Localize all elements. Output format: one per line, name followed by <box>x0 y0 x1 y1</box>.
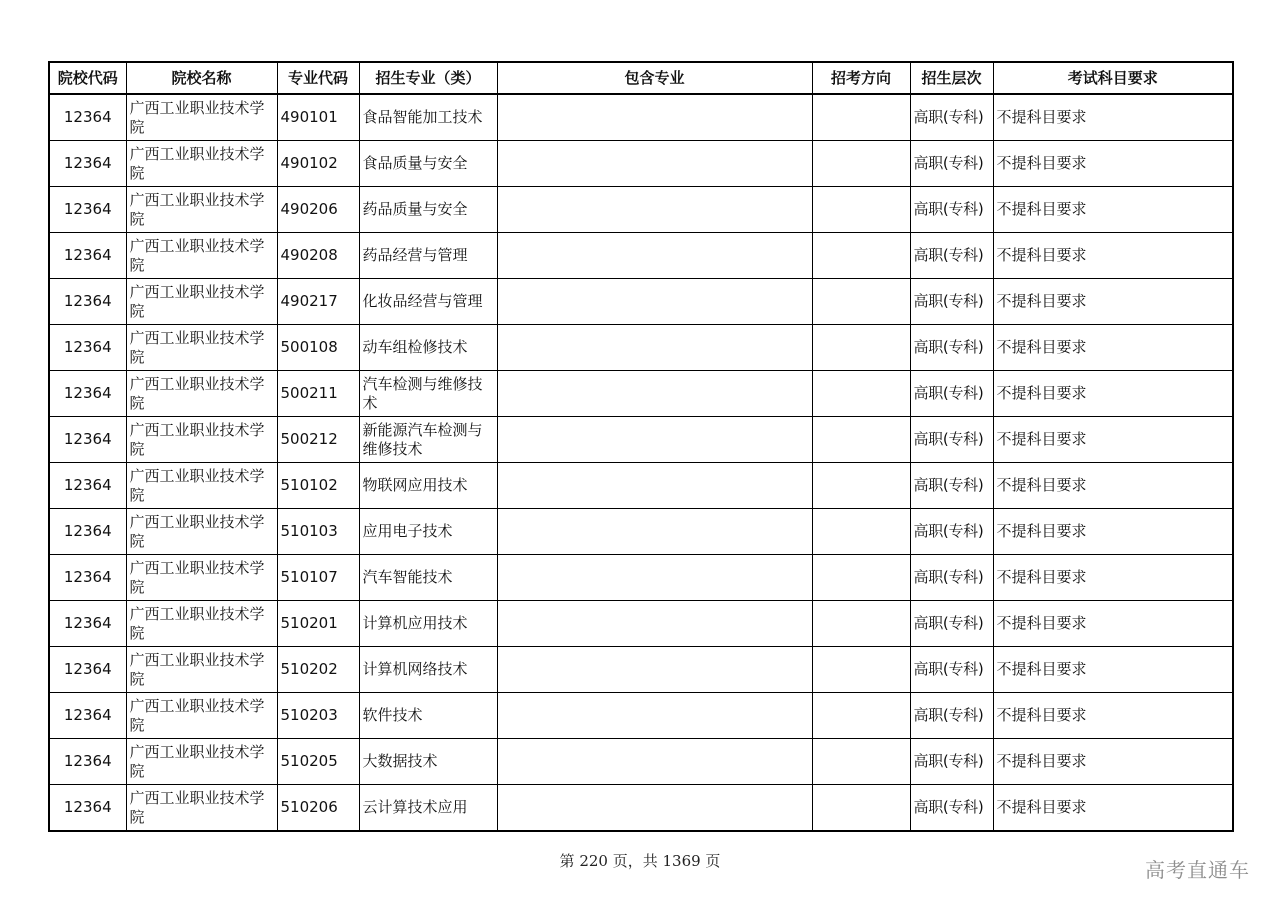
cell-school-name: 广西工业职业技术学院 <box>126 555 277 601</box>
cell-included-majors <box>497 463 812 509</box>
cell-major: 汽车智能技术 <box>359 555 497 601</box>
cell-subject-requirement: 不提科目要求 <box>993 739 1233 785</box>
cell-level: 高职(专科) <box>910 141 993 187</box>
cell-level: 高职(专科) <box>910 279 993 325</box>
cell-school-name: 广西工业职业技术学院 <box>126 463 277 509</box>
cell-school-code: 12364 <box>49 94 126 141</box>
cell-major: 动车组检修技术 <box>359 325 497 371</box>
cell-school-name: 广西工业职业技术学院 <box>126 785 277 832</box>
cell-school-code: 12364 <box>49 647 126 693</box>
cell-school-code: 12364 <box>49 233 126 279</box>
cell-major-code: 510203 <box>277 693 359 739</box>
cell-school-name: 广西工业职业技术学院 <box>126 371 277 417</box>
cell-major-code: 510201 <box>277 601 359 647</box>
cell-major-code: 510206 <box>277 785 359 832</box>
cell-major: 新能源汽车检测与维修技术 <box>359 417 497 463</box>
cell-level: 高职(专科) <box>910 371 993 417</box>
cell-major: 药品经营与管理 <box>359 233 497 279</box>
cell-included-majors <box>497 94 812 141</box>
cell-major-code: 490102 <box>277 141 359 187</box>
table-row <box>49 417 1233 463</box>
cell-school-name: 广西工业职业技术学院 <box>126 141 277 187</box>
cell-level: 高职(专科) <box>910 417 993 463</box>
cell-direction <box>812 233 910 279</box>
table-row <box>49 325 1233 371</box>
cell-included-majors <box>497 279 812 325</box>
cell-school-code: 12364 <box>49 555 126 601</box>
header-included-majors: 包含专业 <box>497 62 812 94</box>
cell-direction <box>812 141 910 187</box>
cell-subject-requirement: 不提科目要求 <box>993 141 1233 187</box>
cell-direction <box>812 739 910 785</box>
cell-major-code: 490217 <box>277 279 359 325</box>
cell-school-code: 12364 <box>49 187 126 233</box>
cell-subject-requirement: 不提科目要求 <box>993 555 1233 601</box>
table-row <box>49 463 1233 509</box>
cell-level: 高职(专科) <box>910 693 993 739</box>
header-school-name: 院校名称 <box>126 62 277 94</box>
cell-direction <box>812 509 910 555</box>
cell-school-name: 广西工业职业技术学院 <box>126 693 277 739</box>
cell-school-name: 广西工业职业技术学院 <box>126 647 277 693</box>
table-body <box>49 94 1233 831</box>
cell-level: 高职(专科) <box>910 325 993 371</box>
cell-school-code: 12364 <box>49 509 126 555</box>
cell-subject-requirement: 不提科目要求 <box>993 601 1233 647</box>
cell-school-name: 广西工业职业技术学院 <box>126 233 277 279</box>
cell-subject-requirement: 不提科目要求 <box>993 233 1233 279</box>
table-row <box>49 555 1233 601</box>
cell-subject-requirement: 不提科目要求 <box>993 187 1233 233</box>
cell-school-code: 12364 <box>49 325 126 371</box>
cell-major-code: 490101 <box>277 94 359 141</box>
cell-subject-requirement: 不提科目要求 <box>993 693 1233 739</box>
cell-subject-requirement: 不提科目要求 <box>993 371 1233 417</box>
cell-major-code: 490206 <box>277 187 359 233</box>
table-row <box>49 509 1233 555</box>
header-school-code: 院校代码 <box>49 62 126 94</box>
cell-major-code: 510103 <box>277 509 359 555</box>
table-row <box>49 233 1233 279</box>
table-row <box>49 279 1233 325</box>
header-major-code: 专业代码 <box>277 62 359 94</box>
cell-direction <box>812 647 910 693</box>
cell-subject-requirement: 不提科目要求 <box>993 279 1233 325</box>
header-major: 招生专业（类） <box>359 62 497 94</box>
cell-major-code: 510205 <box>277 739 359 785</box>
cell-included-majors <box>497 785 812 832</box>
cell-major: 化妆品经营与管理 <box>359 279 497 325</box>
cell-subject-requirement: 不提科目要求 <box>993 509 1233 555</box>
cell-school-name: 广西工业职业技术学院 <box>126 187 277 233</box>
cell-included-majors <box>497 647 812 693</box>
table-row <box>49 647 1233 693</box>
header-row <box>49 62 1233 94</box>
cell-direction <box>812 371 910 417</box>
cell-included-majors <box>497 141 812 187</box>
cell-major: 药品质量与安全 <box>359 187 497 233</box>
cell-included-majors <box>497 417 812 463</box>
cell-major-code: 510107 <box>277 555 359 601</box>
cell-school-name: 广西工业职业技术学院 <box>126 325 277 371</box>
cell-school-name: 广西工业职业技术学院 <box>126 601 277 647</box>
cell-subject-requirement: 不提科目要求 <box>993 325 1233 371</box>
cell-major: 汽车检测与维修技术 <box>359 371 497 417</box>
table-row <box>49 371 1233 417</box>
watermark: 高考直通车 <box>1145 858 1250 882</box>
cell-direction <box>812 601 910 647</box>
cell-level: 高职(专科) <box>910 509 993 555</box>
cell-major-code: 510202 <box>277 647 359 693</box>
cell-direction <box>812 187 910 233</box>
cell-level: 高职(专科) <box>910 94 993 141</box>
cell-major-code: 500211 <box>277 371 359 417</box>
cell-school-name: 广西工业职业技术学院 <box>126 94 277 141</box>
cell-level: 高职(专科) <box>910 555 993 601</box>
cell-direction <box>812 785 910 832</box>
cell-included-majors <box>497 555 812 601</box>
cell-major-code: 500108 <box>277 325 359 371</box>
cell-subject-requirement: 不提科目要求 <box>993 463 1233 509</box>
cell-level: 高职(专科) <box>910 187 993 233</box>
cell-major-code: 490208 <box>277 233 359 279</box>
cell-level: 高职(专科) <box>910 233 993 279</box>
cell-major: 物联网应用技术 <box>359 463 497 509</box>
cell-direction <box>812 279 910 325</box>
table-row <box>49 187 1233 233</box>
table-row <box>49 693 1233 739</box>
cell-school-code: 12364 <box>49 417 126 463</box>
cell-direction <box>812 693 910 739</box>
table-row <box>49 141 1233 187</box>
cell-subject-requirement: 不提科目要求 <box>993 94 1233 141</box>
cell-level: 高职(专科) <box>910 463 993 509</box>
cell-subject-requirement: 不提科目要求 <box>993 785 1233 832</box>
page-number: 第 220 页，共 1369 页 <box>559 852 721 870</box>
cell-school-code: 12364 <box>49 739 126 785</box>
cell-included-majors <box>497 601 812 647</box>
cell-school-code: 12364 <box>49 141 126 187</box>
cell-major: 食品智能加工技术 <box>359 94 497 141</box>
cell-school-code: 12364 <box>49 371 126 417</box>
cell-school-name: 广西工业职业技术学院 <box>126 739 277 785</box>
cell-major: 计算机网络技术 <box>359 647 497 693</box>
cell-major: 计算机应用技术 <box>359 601 497 647</box>
cell-school-code: 12364 <box>49 693 126 739</box>
cell-direction <box>812 94 910 141</box>
cell-school-name: 广西工业职业技术学院 <box>126 279 277 325</box>
cell-school-code: 12364 <box>49 601 126 647</box>
cell-school-code: 12364 <box>49 463 126 509</box>
table-row <box>49 601 1233 647</box>
header-direction: 招考方向 <box>812 62 910 94</box>
cell-included-majors <box>497 739 812 785</box>
cell-major: 大数据技术 <box>359 739 497 785</box>
cell-major: 软件技术 <box>359 693 497 739</box>
cell-school-code: 12364 <box>49 785 126 832</box>
cell-subject-requirement: 不提科目要求 <box>993 647 1233 693</box>
cell-major: 云计算技术应用 <box>359 785 497 832</box>
cell-major-code: 500212 <box>277 417 359 463</box>
cell-included-majors <box>497 325 812 371</box>
cell-included-majors <box>497 371 812 417</box>
table-row <box>49 785 1233 832</box>
cell-direction <box>812 463 910 509</box>
header-level: 招生层次 <box>910 62 993 94</box>
cell-school-name: 广西工业职业技术学院 <box>126 509 277 555</box>
cell-school-name: 广西工业职业技术学院 <box>126 417 277 463</box>
header-subject-requirement: 考试科目要求 <box>993 62 1233 94</box>
table-row <box>49 94 1233 141</box>
admissions-table <box>48 61 1234 832</box>
cell-included-majors <box>497 509 812 555</box>
cell-level: 高职(专科) <box>910 647 993 693</box>
cell-level: 高职(专科) <box>910 739 993 785</box>
cell-major: 应用电子技术 <box>359 509 497 555</box>
table-row <box>49 739 1233 785</box>
cell-level: 高职(专科) <box>910 785 993 832</box>
cell-level: 高职(专科) <box>910 601 993 647</box>
cell-direction <box>812 417 910 463</box>
cell-school-code: 12364 <box>49 279 126 325</box>
cell-included-majors <box>497 693 812 739</box>
cell-major: 食品质量与安全 <box>359 141 497 187</box>
cell-direction <box>812 555 910 601</box>
cell-direction <box>812 325 910 371</box>
cell-subject-requirement: 不提科目要求 <box>993 417 1233 463</box>
cell-included-majors <box>497 187 812 233</box>
cell-included-majors <box>497 233 812 279</box>
cell-major-code: 510102 <box>277 463 359 509</box>
